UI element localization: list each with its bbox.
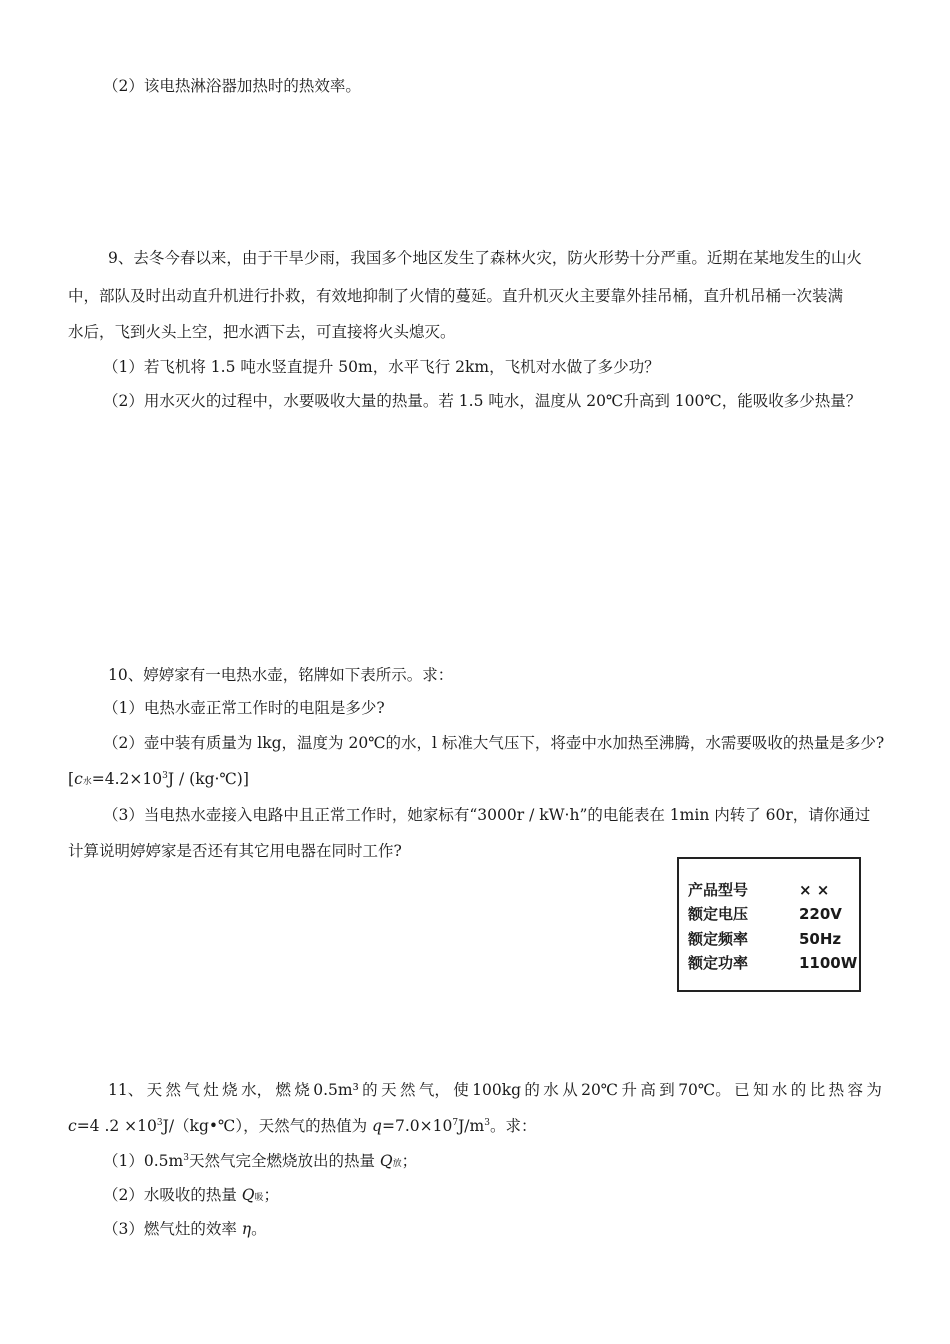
q11-part3: （3）燃气灶的效率 η。 xyxy=(103,1220,267,1238)
q11-part2: （2）水吸收的热量 Q吸； xyxy=(103,1186,280,1204)
q10-part2-formula: [c水$=4.2\times 10^3J$ / (kg·℃)] xyxy=(68,770,249,788)
q8-part2: （2）该电热淋浴器加热时的热效率。 xyxy=(103,77,361,95)
q10-part3-line1: （3）当电热水壶接入电路中且正常工作时，她家标有“3000r / kW·h”的电能表在 1min 内转了 60r，请你通过 xyxy=(103,806,871,824)
q9-line2: 中，部队及时出动直升机进行扑救，有效地抑制了火情的蔓延。直升机灭火主要靠外挂吊桶，直升机吊桶一次装满 xyxy=(68,287,844,305)
q9-line1: 9、去冬今春以来，由于干旱少雨，我国多个地区发生了森林火灾，防火形势十分严重。近期在某地发生的山火 xyxy=(108,249,862,267)
kettle-nameplate: 产品型号 × × 额定电压 220V 额定频率 50Hz 额定功率 1100W xyxy=(677,857,861,992)
q9-line3: 水后，飞到火头上空，把水洒下去，可直接将火头熄灭。 xyxy=(68,323,456,341)
q11-line2: c=4 $.2 \times 10^3J/(kg•℃)$，天然气的热值为 $q=7.0\times 10^7J/m^3$。求： xyxy=(68,1117,537,1135)
q10-intro: 10、婷婷家有一电热水壶，铭牌如下表所示。求： xyxy=(108,666,454,684)
q10-part1: （1）电热水壶正常工作时的电阻是多少? xyxy=(103,699,385,717)
q10-part2: （2）壶中装有质量为 lkg，温度为 20℃的水，l 标准大气压下，将壶中水加热至沸腾，水需要吸收的热量是多少? xyxy=(103,734,885,752)
q9-part2: （2）用水灭火的过程中，水要吸收大量的热量。若 1.5 吨水，温度从 20℃升高到 100℃，能吸收多少热量？ xyxy=(103,392,862,410)
q11-line1: 11、 天 然 气 灶 烧 水， 燃 烧 0.5m³ 的 天 然 气， 使 100kg 的 水 从 20℃ 升 高 到 70℃。 已 知 水 的 比 热 容 为 xyxy=(108,1081,882,1099)
q10-part3-line2: 计算说明婷婷家是否还有其它用电器在同时工作? xyxy=(68,842,402,860)
q9-part1: （1）若飞机将 1.5 吨水竖直提升 50m，水平飞行 2km，飞机对水做了多少功？ xyxy=(103,358,660,376)
q11-part1: $(1)0.5m^3$天然气完全燃烧放出的热量 Q放； xyxy=(103,1152,418,1170)
